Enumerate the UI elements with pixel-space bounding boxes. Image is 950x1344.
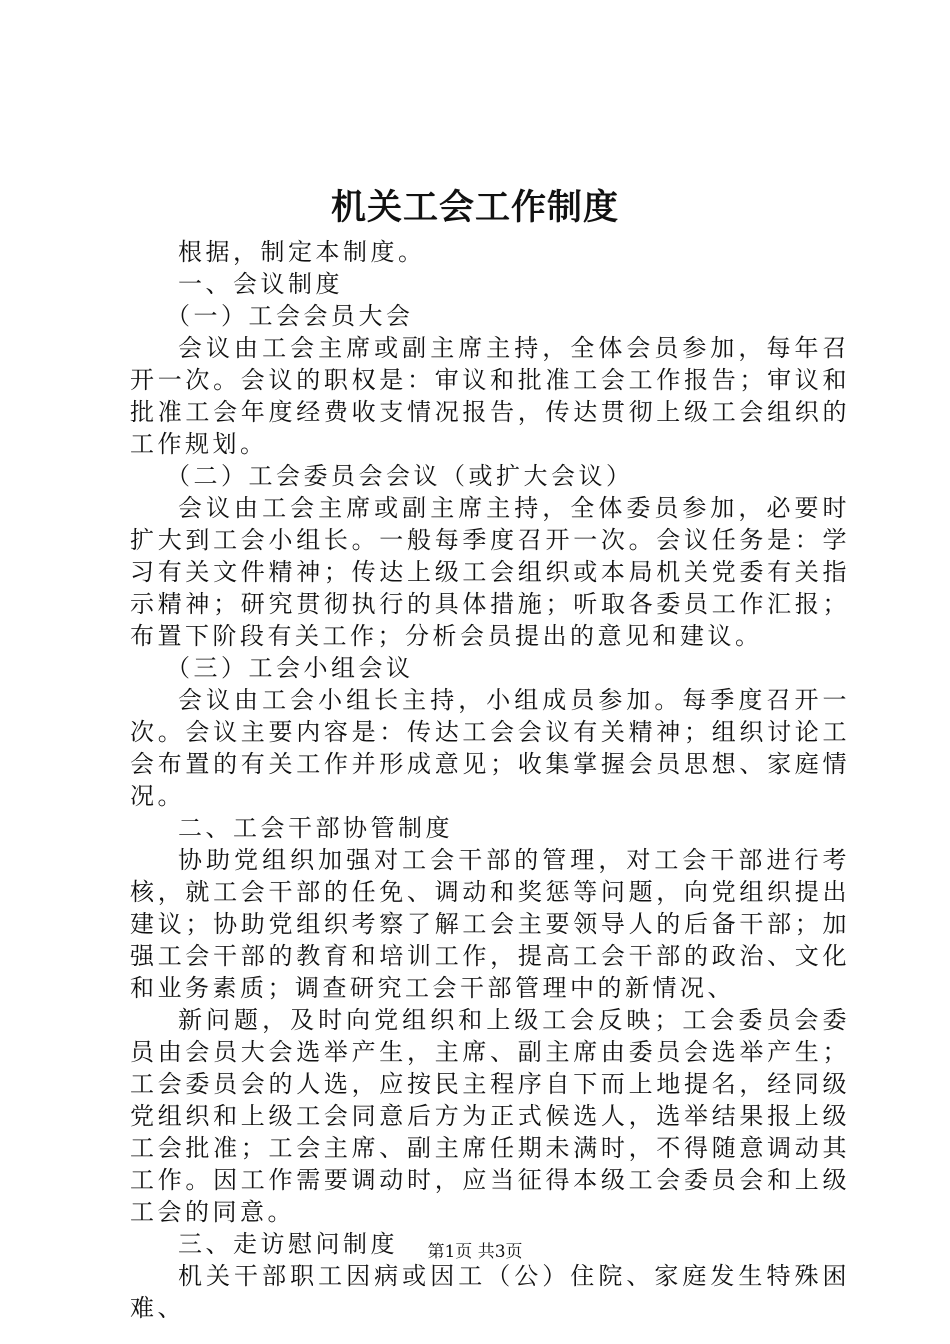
subsection-heading-1-1: （一）工会会员大会 — [166, 302, 414, 330]
paragraph: 会议由工会主席或副主席主持，全体委员参加，必要时扩大到工会小组长。一般每季度召开一次。会议任务是：学习有关文件精神；传达上级工会组织或本局机关党委有关指示精神；研究贯彻执行的具体措施；听取各委员工作汇报；布置下阶段有关工作；分析会员提出的意见和建议。 — [130, 494, 850, 650]
page-footer: 第1页 共3页 — [427, 1242, 523, 1262]
section-heading-1: 一、会议制度 — [178, 270, 343, 298]
paragraph: 机关干部职工因病或因工（公）住院、家庭发生特殊困难、 — [130, 1262, 850, 1322]
paragraph: 会议由工会小组长主持，小组成员参加。每季度召开一次。会议主要内容是：传达工会会议有关精神；组织讨论工会布置的有关工作并形成意见；收集掌握会员思想、家庭情况。 — [130, 686, 850, 810]
paragraph: 协助党组织加强对工会干部的管理，对工会干部进行考核，就工会干部的任免、调动和奖惩等问题，向党组织提出建议；协助党组织考察了解工会主要领导人的后备干部；加强工会干部的教育和培训工作，提高工会干部的政治、文化和业务素质；调查研究工会干部管理中的新情况、 — [130, 846, 850, 1002]
paragraph: 新问题，及时向党组织和上级工会反映；工会委员会委员由会员大会选举产生，主席、副主席由委员会选举产生；工会委员会的人选，应按民主程序自下而上地提名，经同级党组织和上级工会同意后方为正式候选人，选举结果报上级工会批准；工会主席、副主席任期未满时，不得随意调动其工作。因工作需要调动时，应当征得本级工会委员会和上级工会的同意。 — [130, 1006, 850, 1226]
page-title: 机关工会工作制度 — [330, 187, 619, 228]
paragraph: 会议由工会主席或副主席主持，全体会员参加，每年召开一次。会议的职权是：审议和批准工会工作报告；审议和批准工会年度经费收支情况报告，传达贯彻上级工会组织的工作规划。 — [130, 334, 850, 458]
subsection-heading-1-3: （三）工会小组会议 — [166, 654, 414, 682]
document-body — [130, 236, 850, 1324]
subsection-heading-1-2: （二）工会委员会会议（或扩大会议） — [166, 462, 634, 490]
paragraph-intro: 根据，制定本制度。 — [178, 238, 426, 266]
section-heading-2: 二、工会干部协管制度 — [178, 814, 453, 842]
section-heading-3: 三、走访慰问制度 — [178, 1230, 398, 1258]
